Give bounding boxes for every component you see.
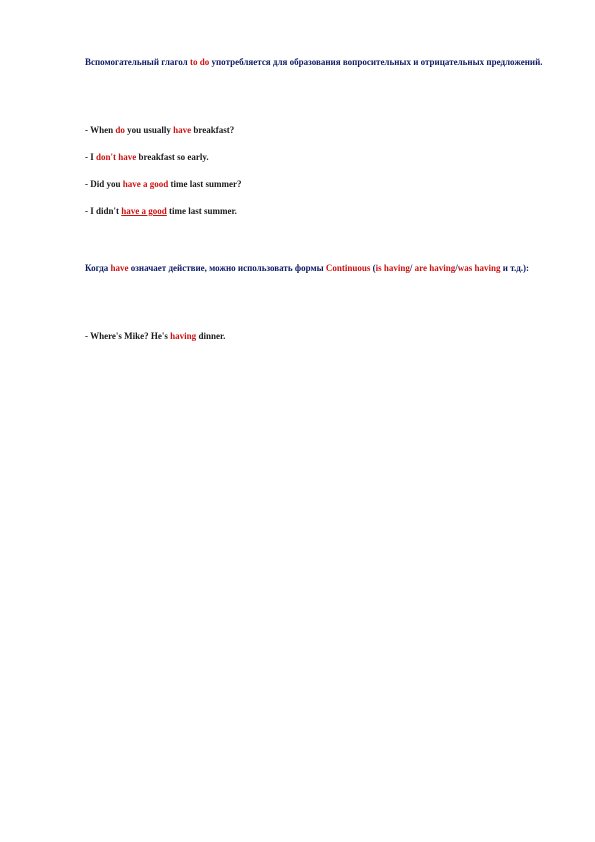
example-3-prefix: - Did you bbox=[85, 179, 123, 189]
example-5-highlight: having bbox=[170, 331, 197, 341]
continuous-paragraph bbox=[85, 262, 545, 274]
example-2-highlight: don't have bbox=[96, 152, 137, 162]
para2-highlight-was-having: was having bbox=[457, 263, 501, 273]
para2-highlight-have: have bbox=[110, 263, 129, 273]
example-1-suffix: breakfast? bbox=[191, 125, 235, 135]
para2-text-3: ( bbox=[370, 263, 376, 273]
example-4-highlight: have a good bbox=[121, 206, 167, 216]
example-1-highlight-have: have bbox=[173, 125, 192, 135]
intro-paragraph bbox=[85, 56, 545, 68]
example-line-3 bbox=[85, 178, 545, 190]
para2-text-5: / bbox=[455, 263, 458, 273]
para2-highlight-continuous: Continuous bbox=[325, 263, 371, 273]
para2-text-6: и т.д.): bbox=[500, 263, 530, 273]
example-1-prefix: - When bbox=[85, 125, 116, 135]
example-2-suffix: breakfast so early. bbox=[136, 152, 209, 162]
example-2-prefix: - I bbox=[85, 152, 96, 162]
example-1-middle: you usually bbox=[124, 125, 174, 135]
example-3-highlight: have a good bbox=[122, 179, 169, 189]
example-5-prefix: - Where's Mike? He's bbox=[85, 331, 171, 341]
example-line-4 bbox=[85, 205, 545, 217]
example-line-5 bbox=[85, 330, 545, 342]
para2-highlight-are-having: are having bbox=[414, 263, 456, 273]
example-3-suffix: time last summer? bbox=[168, 179, 242, 189]
example-4-suffix: time last summer. bbox=[166, 206, 237, 216]
intro-highlight-to-do: to do bbox=[189, 57, 210, 67]
intro-text-1: Вспомогательный глагол bbox=[85, 57, 190, 67]
para2-text-4: / bbox=[409, 263, 415, 273]
example-1-highlight-do: do bbox=[115, 125, 125, 135]
example-4-prefix: - I didn't bbox=[85, 206, 122, 216]
example-line-2 bbox=[85, 151, 545, 163]
para2-highlight-is-having: is having bbox=[375, 263, 410, 273]
para2-text-1: Когда bbox=[85, 263, 111, 273]
intro-text-2: употребляется для образования вопросительных и отрицательных предложений. bbox=[209, 57, 543, 67]
para2-text-2: означает действие, можно использовать формы bbox=[128, 263, 326, 273]
example-5-suffix: dinner. bbox=[196, 331, 226, 341]
example-line-1 bbox=[85, 124, 545, 136]
